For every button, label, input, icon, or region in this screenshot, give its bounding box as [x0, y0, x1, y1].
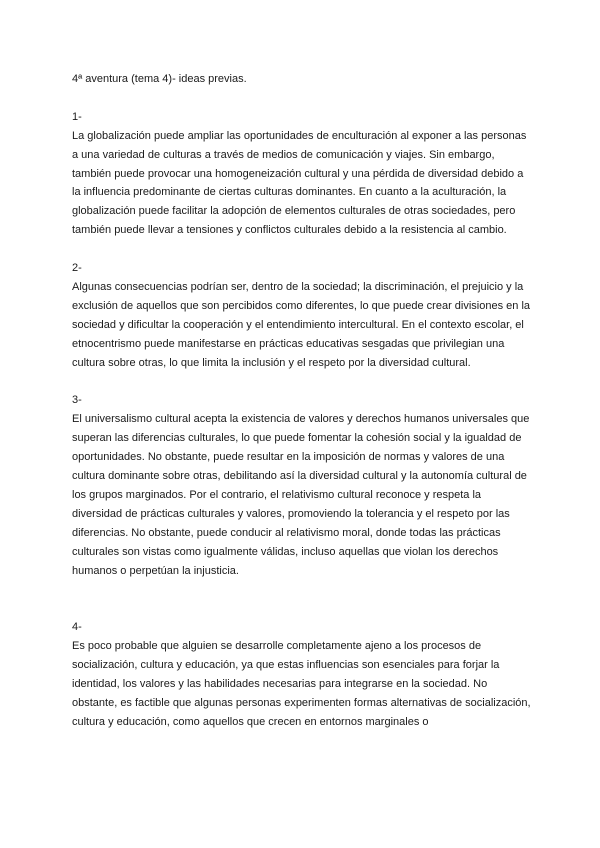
section-number: 3-: [72, 394, 82, 407]
section-3: [72, 391, 532, 580]
section-4: [72, 618, 532, 731]
section-1: [72, 108, 532, 240]
section-number: 4-: [72, 621, 82, 634]
section-paragraph: Algunas consecuencias podrían ser, dentro de la sociedad; la discriminación, el prejuicio y la exclusión de aquellos que son percibidos como diferentes, lo que puede crear divisiones en la sociedad y dificultar la cooperación y el entendimiento intercultural. En el contexto escolar, el etnocentrismo puede manifestarse en prácticas educativas sesgadas que privilegian una cultura sobre otras, lo que limita la inclusión y el respeto por la diversidad cultural.: [72, 280, 531, 369]
section-number: 1-: [72, 110, 82, 123]
document-body: [72, 70, 532, 751]
section-number: 2-: [72, 262, 82, 275]
document-title: 4ª aventura (tema 4)- ideas previas.: [72, 73, 247, 85]
section-paragraph: La globalización puede ampliar las oportunidades de enculturación al exponer a las personas a una variedad de culturas a través de medios de comunicación y viajes. Sin embargo, también puede provocar una homogeneización cultural y una pérdida de diversidad debido a la influencia predominante de ciertas culturas dominantes. En cuanto a la aculturación, la globalización puede facilitar la adopción de elementos culturales de otras sociedades, pero también puede llevar a tensiones y conflictos culturales debido a la resistencia al cambio.: [72, 129, 527, 237]
section-paragraph: El universalismo cultural acepta la existencia de valores y derechos humanos universales que superan las diferencias culturales, lo que puede fomentar la cohesión social y la igualdad de oportunidades. No obstante, puede resultar en la imposición de normas y valores de una cultura dominante sobre otras, debilitando así la diversidad cultural y la autonomía cultural de los grupos marginados. Por el contrario, el relativismo cultural reconoce y respeta la diversidad de prácticas culturales y valores, promoviendo la tolerancia y el respeto por las diferencias. No obstante, puede conducir al relativismo moral, donde todas las prácticas culturales son vistas como igualmente válidas, incluso aquellas que violan los derechos humanos o perpetúan la injusticia.: [72, 413, 530, 577]
section-2: [72, 259, 532, 372]
section-paragraph: Es poco probable que alguien se desarrolle completamente ajeno a los procesos de socialización, cultura y educación, ya que estas influencias son esenciales para forjar la identidad, los valores y las habilidades necesarias para integrarse en la sociedad. No obstante, es factible que algunas personas experimenten formas alternativas de socialización, cultura y educación, como aquellos que crecen en entornos marginales o: [72, 640, 531, 728]
